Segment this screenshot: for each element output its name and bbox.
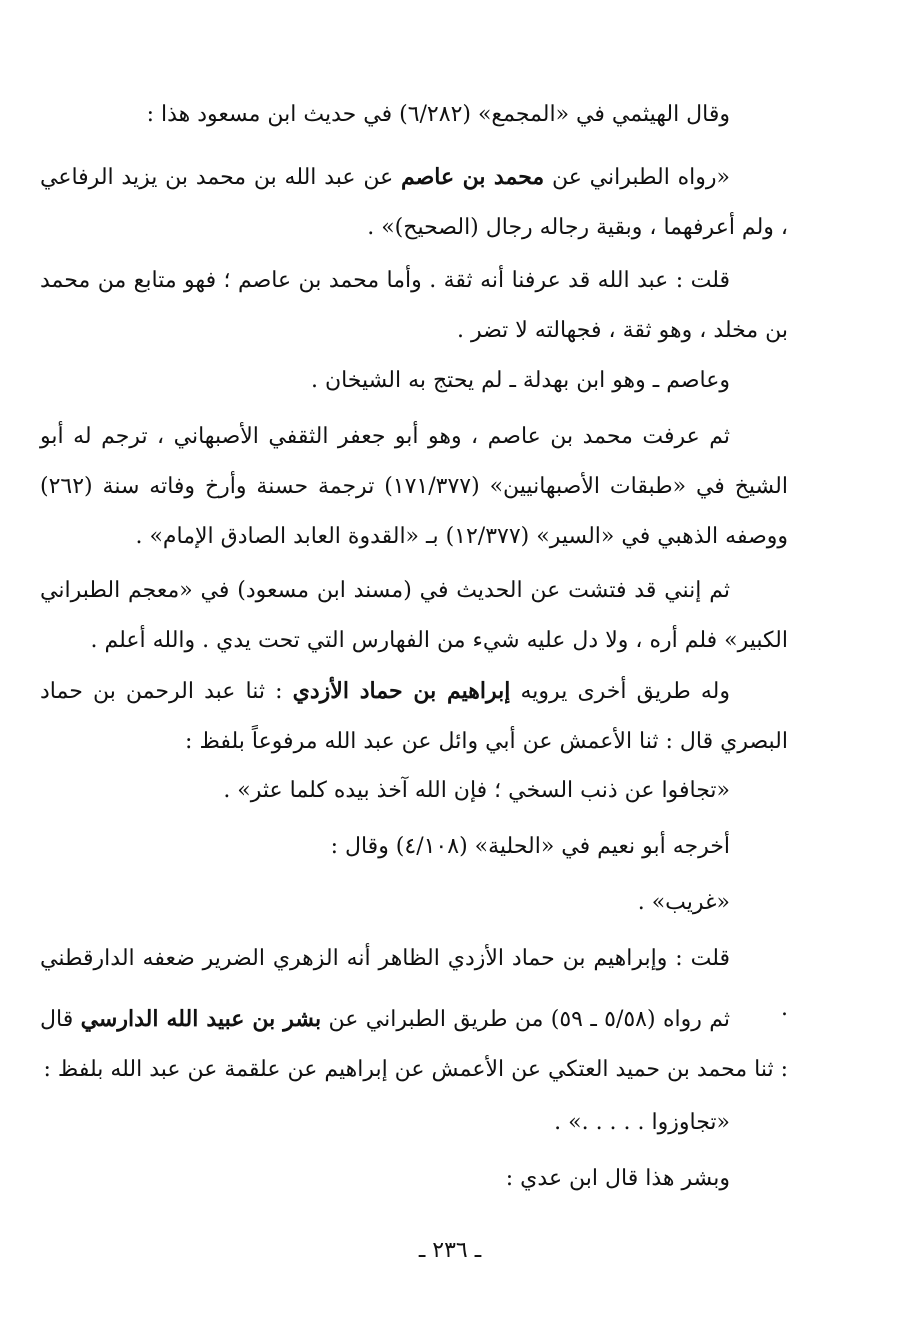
page-number: ـ ٢٣٦ ـ [418,1238,482,1263]
paragraph-hadith-text: «تجافوا عن ذنب السخي ؛ فإن الله آخذ بيده كلما عثر» . [223,778,730,803]
paragraph-tajawazu: «تجاوزوا . . . . .» . [554,1110,730,1135]
narrator-name: إبراهيم بن حماد الأزدي [292,678,511,704]
text-run: عن عبد الله بن محمد بن يزيد الرفاعي ، ولم أعرفهما ، وبقية رجاله رجال (الصحيح)» . [40,165,788,240]
narrator-name: محمد بن عاصم [400,164,545,190]
paragraph-bishr-route [40,994,788,1095]
paragraph-gharib: «غريب» . [637,890,730,915]
narrator-name: بشر بن عبيد الله الدارسي [80,1006,322,1032]
paragraph-muhammad-ibn-asim: ثم عرفت محمد بن عاصم ، وهو أبو جعفر الثقفي الأصبهاني ، ترجم له أبو الشيخ في «طبقات الأصبهانيين» (١٧١/٣٧٧) ترجمة حسنة وأرخ وفاته سنة (٢٦٢) ووصفه الذهبي في «السير» (١٢/٣٧٧) بـ «القدوة العابد الصادق الإمام» . [40,424,788,549]
paragraph-qult-ibrahim: قلت : وإبراهيم بن حماد الأزدي الظاهر أنه الزهري الضرير ضعفه الدارقطني . [40,946,788,1021]
paragraph-tabarani-narration [40,152,788,253]
paragraph-ibrahim-route [40,666,788,767]
text-run: : ثنا عبد الرحمن بن حماد البصري قال : ثنا الأعمش عن أبي وائل عن عبد الله مرفوعاً بلفظ : [40,679,788,754]
text-run: وله طريق أخرى يرويه [510,679,731,704]
paragraph-qult-abdullah: قلت : عبد الله قد عرفنا أنه ثقة . وأما محمد بن عاصم ؛ فهو متابع من محمد بن مخلد ، وهو ثقة ، فجهالته لا تضر . [40,268,788,343]
text-run: ثم رواه (٥/٥٨ ـ ٥٩) من طريق الطبراني عن [321,1007,730,1032]
paragraph-search-musnad: ثم إنني قد فتشت عن الحديث في (مسند ابن مسعود) في «معجم الطبراني الكبير» فلم أره ، ولا دل عليه شيء من الفهارس التي تحت يدي . والله أعلم . [40,578,788,653]
paragraph-abu-nuaym: أخرجه أبو نعيم في «الحلية» (٤/١٠٨) وقال : [330,834,730,859]
text-run: «رواه الطبراني عن [544,165,730,190]
paragraph-ibn-adi: وبشر هذا قال ابن عدي : [505,1166,730,1191]
text-run: قال : ثنا محمد بن حميد العتكي عن الأعمش عن إبراهيم عن علقمة عن عبد الله بلفظ : [40,1007,788,1082]
paragraph-asim: وعاصم ـ وهو ابن بهدلة ـ لم يحتج به الشيخان . [310,368,730,393]
paragraph-haythami-quote: وقال الهيثمي في «المجمع» (٦/٢٨٢) في حديث ابن مسعود هذا : [146,102,730,127]
